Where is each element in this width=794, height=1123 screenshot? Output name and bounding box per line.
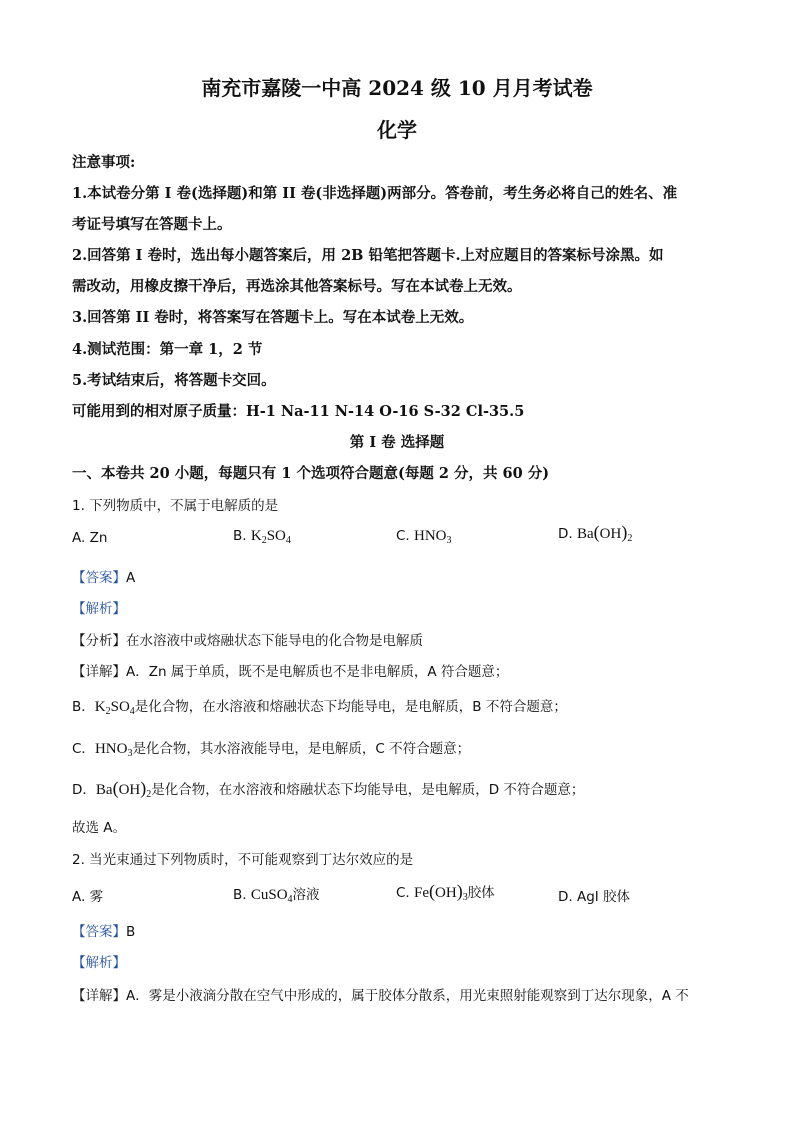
q2-option-a: A. 雾: [72, 889, 104, 905]
baoh2-formula: $Ba(OH)_2$: [95, 778, 152, 800]
notice-item-1: 1.本试卷分第 I 卷(选择题)和第 II 卷(非选择题)两部分。答卷前，考生务必将自己的姓名、准: [72, 185, 678, 202]
notice-item-1-cont: 考证号填写在答题卡上。: [72, 216, 232, 233]
notice-item-2: 2.回答第 I 卷时，选出每小题答案后，用 2B 铅笔把答题卡.上对应题目的答案标号涂黑。如: [72, 247, 664, 264]
q1-detail-a: 【详解】A．Zn 属于单质，既不是电解质也不是非电解质，A 符合题意；: [72, 664, 509, 680]
section-instructions: 一、本卷共 20 小题，每题只有 1 个选项符合题意(每题 2 分，共 60 分): [72, 465, 550, 482]
q2-answer: 【答案】B: [72, 924, 136, 940]
q2-option-b: B. CuSO$_4$溶液: [233, 887, 320, 905]
q2-stem: 2. 当光束通过下列物质时，不可能观察到丁达尔效应的是: [72, 852, 414, 868]
q2-option-d: D. AgI 胶体: [558, 889, 631, 905]
q1-answer: 【答案】A: [72, 570, 136, 586]
notice-item-3: 3.回答第 II 卷时，将答案写在答题卡上。写在本试卷上无效。: [72, 309, 474, 326]
notice-heading: 注意事项:: [72, 154, 136, 171]
q1-analysis-tag: 【解析】: [72, 601, 126, 617]
k2so4-formula: $K_2SO_4$: [94, 699, 135, 717]
q2-analysis-tag: 【解析】: [72, 955, 126, 971]
q1-detail-b: B．$K_2SO_4$是化合物，在水溶液和熔融状态下均能导电，是电解质，B 不符合题意；: [72, 699, 567, 717]
q2-detail-a: 【详解】A．雾是小液滴分散在空气中形成的，属于胶体分散系，用光束照射能观察到丁达尔现象，A 不: [72, 988, 689, 1004]
q2-option-c: C. $Fe(OH)_3$胶体: [396, 881, 495, 903]
q1-detail-d: D．$Ba(OH)_2$是化合物，在水溶液和熔融状态下均能导电，是电解质，D 不符合题意；: [72, 778, 585, 800]
q1-detail-c: C．$HNO_3$是化合物，其水溶液能导电，是电解质，C 不符合题意；: [72, 741, 471, 759]
q1-stem: 1. 下列物质中，不属于电解质的是: [72, 498, 279, 514]
feoh3-formula: $Fe(OH)_3$: [414, 881, 468, 903]
hno3-formula: $HNO_3$: [94, 741, 133, 759]
subject-title: 化学: [377, 118, 417, 142]
q1-option-d: D. $Ba(OH)_2$: [558, 522, 633, 544]
q1-analyze: 【分析】在水溶液中或熔融状态下能导电的化合物是电解质: [72, 633, 423, 649]
notice-item-5: 5.考试结束后，将答题卡交回。: [72, 372, 276, 389]
hno3-formula: $HNO_3$: [414, 528, 452, 546]
notice-item-2-cont: 需改动，用橡皮擦干净后，再选涂其他答案标号。写在本试卷上无效。: [72, 278, 522, 295]
baoh2-formula: $Ba(OH)_2$: [576, 522, 633, 544]
q1-option-c: C. $HNO_3$: [396, 528, 452, 546]
cuso4-formula: CuSO$_4$: [250, 887, 293, 905]
answer-tag: 【答案】: [72, 570, 126, 586]
exam-title: 南充市嘉陵一中高 2024 级 10 月月考试卷: [201, 76, 593, 100]
atomic-masses: 可能用到的相对原子质量：H-1 Na-11 N-14 O-16 S-32 Cl-35.5: [72, 403, 525, 420]
q1-option-b: B. $K_2SO_4$: [233, 528, 291, 546]
part-title: 第 I 卷 选择题: [349, 434, 445, 451]
notice-item-4: 4.测试范围：第一章 1，2 节: [72, 341, 263, 358]
answer-tag: 【答案】: [72, 924, 126, 940]
q1-conclusion: 故选 A。: [72, 820, 127, 836]
q1-option-a: A. Zn: [72, 530, 108, 546]
k2so4-formula: $K_2SO_4$: [250, 528, 291, 546]
